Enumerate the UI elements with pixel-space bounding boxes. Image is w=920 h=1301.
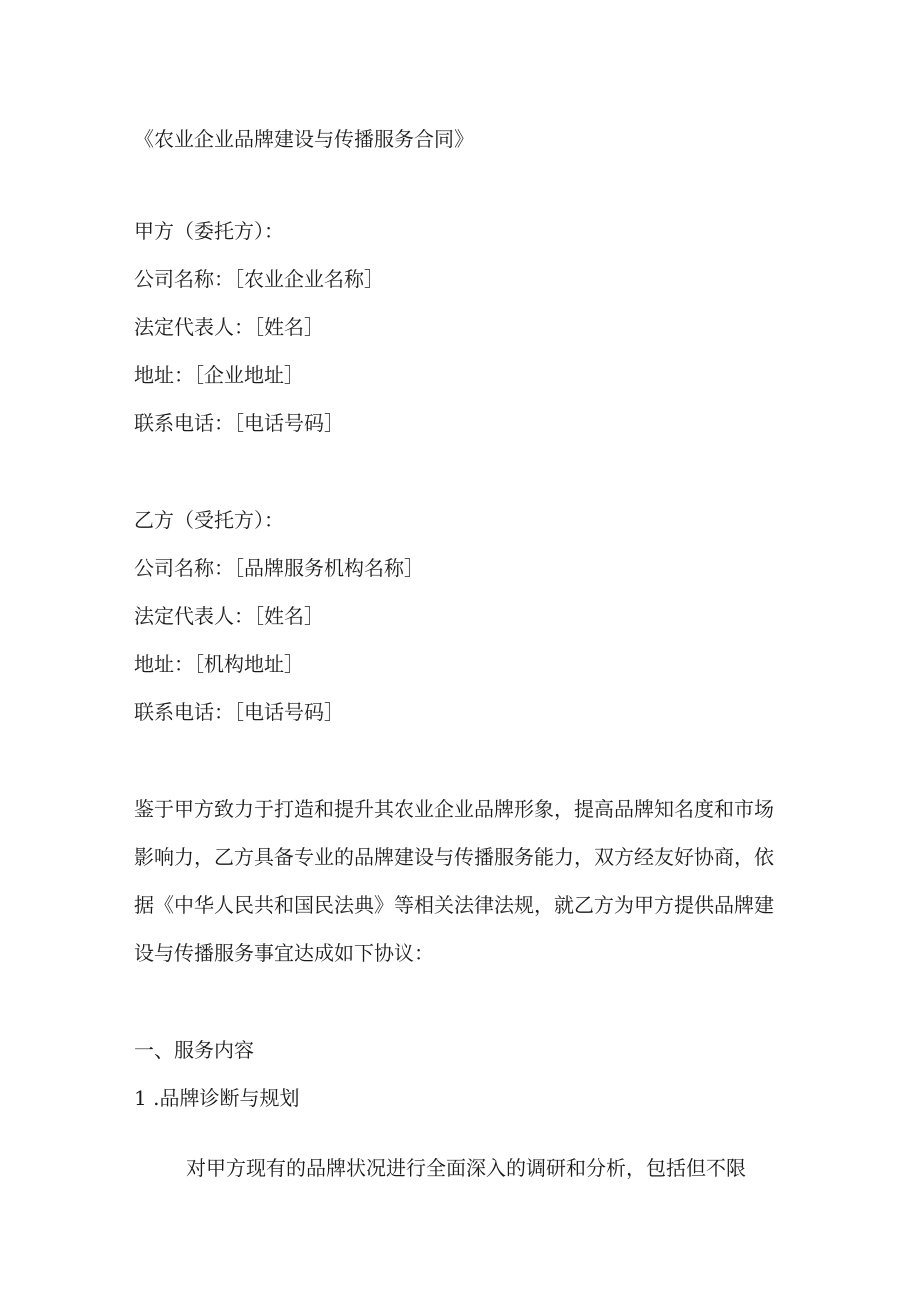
section-heading: 一、服务内容 — [134, 1038, 254, 1062]
party-a-phone: 联系电话：［电话号码］ — [134, 411, 344, 435]
party-a-representative: 法定代表人：［姓名］ — [134, 315, 324, 339]
item-title: 1 .品牌诊断与规划 — [134, 1086, 300, 1110]
party-a-heading: 甲方（委托方）： — [134, 219, 284, 243]
item-text: 对甲方现有的品牌状况进行全面深入的调研和分析，包括但不限 — [186, 1156, 746, 1180]
party-a-address: 地址：［企业地址］ — [134, 363, 304, 387]
party-a-company: 公司名称：［农业企业名称］ — [134, 267, 384, 291]
party-b-company: 公司名称：［品牌服务机构名称］ — [134, 556, 424, 580]
preamble-line: 影响力，乙方具备专业的品牌建设与传播服务能力，双方经友好协商，依 — [134, 845, 774, 869]
party-b-phone: 联系电话：［电话号码］ — [134, 700, 344, 724]
party-b-representative: 法定代表人：［姓名］ — [134, 604, 324, 628]
party-b-heading: 乙方（受托方）： — [134, 508, 284, 532]
preamble-line: 设与传播服务事宜达成如下协议： — [134, 941, 434, 965]
preamble-line: 鉴于甲方致力于打造和提升其农业企业品牌形象，提高品牌知名度和市场 — [134, 797, 774, 821]
preamble-line: 据《中华人民共和国民法典》等相关法律法规，就乙方为甲方提供品牌建 — [134, 893, 774, 917]
party-b-address: 地址：［机构地址］ — [134, 652, 304, 676]
document-title: 《农业企业品牌建设与传播服务合同》 — [134, 127, 474, 151]
